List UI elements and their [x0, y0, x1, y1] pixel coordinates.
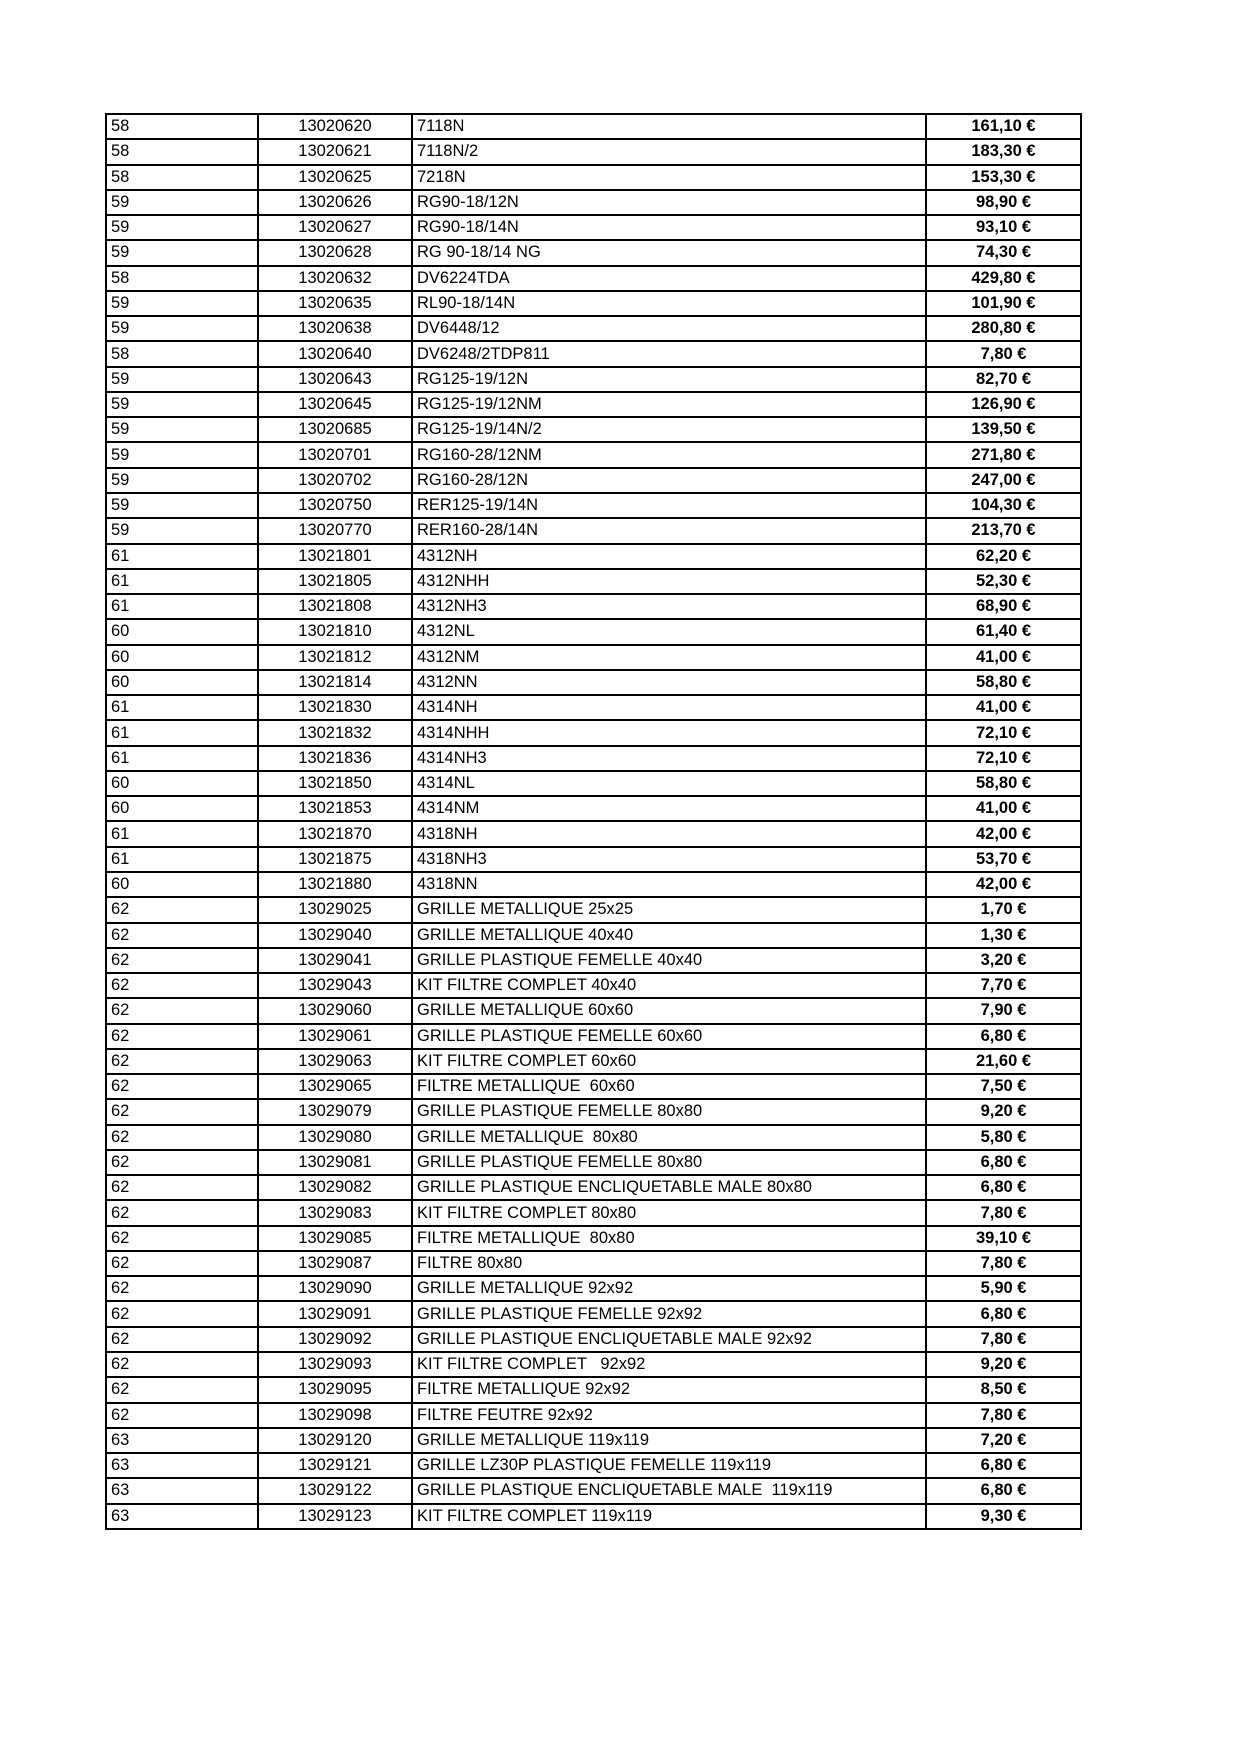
price-cell: 213,70 € — [926, 518, 1081, 543]
description-cell: 4318NH3 — [412, 847, 926, 872]
price-cell: 52,30 € — [926, 569, 1081, 594]
description-cell: GRILLE PLASTIQUE FEMELLE 80x80 — [412, 1150, 926, 1175]
reference-cell: 13020640 — [258, 341, 412, 366]
table-row — [106, 493, 1081, 518]
table-row — [106, 1049, 1081, 1074]
page-cell: 60 — [106, 619, 258, 644]
table-row — [106, 1150, 1081, 1175]
page-cell: 60 — [106, 796, 258, 821]
description-cell: GRILLE PLASTIQUE FEMELLE 80x80 — [412, 1099, 926, 1124]
page-cell: 61 — [106, 821, 258, 846]
reference-cell: 13020643 — [258, 367, 412, 392]
table-row — [106, 670, 1081, 695]
description-cell: 4314NL — [412, 771, 926, 796]
price-cell: 7,80 € — [926, 1200, 1081, 1225]
page-cell: 62 — [106, 1352, 258, 1377]
table-row — [106, 847, 1081, 872]
table-row — [106, 1074, 1081, 1099]
table-row — [106, 417, 1081, 442]
reference-cell: 13020628 — [258, 240, 412, 265]
description-cell: 4312NH — [412, 544, 926, 569]
price-cell: 41,00 € — [926, 645, 1081, 670]
description-cell: RG90-18/14N — [412, 215, 926, 240]
reference-cell: 13021812 — [258, 645, 412, 670]
page-cell: 63 — [106, 1453, 258, 1478]
page-cell: 62 — [106, 1226, 258, 1251]
table-row — [106, 1352, 1081, 1377]
page-cell: 60 — [106, 670, 258, 695]
description-cell: RG90-18/12N — [412, 190, 926, 215]
description-cell: RG 90-18/14 NG — [412, 240, 926, 265]
price-cell: 7,50 € — [926, 1074, 1081, 1099]
table-row — [106, 544, 1081, 569]
price-cell: 82,70 € — [926, 367, 1081, 392]
page-cell: 62 — [106, 1327, 258, 1352]
page-cell: 62 — [106, 1074, 258, 1099]
page-cell: 61 — [106, 544, 258, 569]
page-cell: 60 — [106, 645, 258, 670]
description-cell: GRILLE METALLIQUE 40x40 — [412, 923, 926, 948]
reference-cell: 13029083 — [258, 1200, 412, 1225]
reference-cell: 13020620 — [258, 114, 412, 139]
description-cell: RL90-18/14N — [412, 291, 926, 316]
page-cell: 61 — [106, 695, 258, 720]
page-cell: 61 — [106, 746, 258, 771]
description-cell: GRILLE PLASTIQUE FEMELLE 92x92 — [412, 1301, 926, 1326]
reference-cell: 13029085 — [258, 1226, 412, 1251]
price-cell: 53,70 € — [926, 847, 1081, 872]
price-cell: 58,80 € — [926, 771, 1081, 796]
description-cell: GRILLE PLASTIQUE ENCLIQUETABLE MALE 119x119 — [412, 1478, 926, 1503]
page-cell: 62 — [106, 1175, 258, 1200]
table-row — [106, 1327, 1081, 1352]
table-row — [106, 973, 1081, 998]
table-row — [106, 1125, 1081, 1150]
price-cell: 5,90 € — [926, 1276, 1081, 1301]
reference-cell: 13029043 — [258, 973, 412, 998]
page-cell: 61 — [106, 569, 258, 594]
description-cell: 7118N/2 — [412, 139, 926, 164]
page-cell: 59 — [106, 392, 258, 417]
description-cell: GRILLE METALLIQUE 92x92 — [412, 1276, 926, 1301]
table-row — [106, 240, 1081, 265]
description-cell: RG160-28/12NM — [412, 442, 926, 467]
description-cell: 7218N — [412, 165, 926, 190]
reference-cell: 13029123 — [258, 1504, 412, 1529]
table-row — [106, 442, 1081, 467]
page-cell: 58 — [106, 114, 258, 139]
description-cell: GRILLE PLASTIQUE ENCLIQUETABLE MALE 92x92 — [412, 1327, 926, 1352]
page-cell: 62 — [106, 1099, 258, 1124]
reference-cell: 13021836 — [258, 746, 412, 771]
price-cell: 429,80 € — [926, 266, 1081, 291]
price-cell: 247,00 € — [926, 468, 1081, 493]
reference-cell: 13021830 — [258, 695, 412, 720]
page-cell: 59 — [106, 367, 258, 392]
description-cell: 4314NM — [412, 796, 926, 821]
page-cell: 59 — [106, 518, 258, 543]
reference-cell: 13020621 — [258, 139, 412, 164]
reference-cell: 13020685 — [258, 417, 412, 442]
price-cell: 7,80 € — [926, 1251, 1081, 1276]
description-cell: DV6224TDA — [412, 266, 926, 291]
page-cell: 62 — [106, 948, 258, 973]
price-cell: 271,80 € — [926, 442, 1081, 467]
reference-cell: 13029090 — [258, 1276, 412, 1301]
description-cell: GRILLE METALLIQUE 80x80 — [412, 1125, 926, 1150]
description-cell: 4318NN — [412, 872, 926, 897]
table-row — [106, 341, 1081, 366]
price-cell: 41,00 € — [926, 695, 1081, 720]
description-cell: GRILLE METALLIQUE 119x119 — [412, 1428, 926, 1453]
table-row — [106, 1099, 1081, 1124]
reference-cell: 13020702 — [258, 468, 412, 493]
description-cell: 4314NH — [412, 695, 926, 720]
price-cell: 41,00 € — [926, 796, 1081, 821]
page-cell: 59 — [106, 291, 258, 316]
reference-cell: 13029092 — [258, 1327, 412, 1352]
price-cell: 58,80 € — [926, 670, 1081, 695]
price-table — [105, 113, 1082, 1530]
reference-cell: 13029122 — [258, 1478, 412, 1503]
price-cell: 93,10 € — [926, 215, 1081, 240]
table-row — [106, 1226, 1081, 1251]
price-cell: 8,50 € — [926, 1377, 1081, 1402]
reference-cell: 13021832 — [258, 720, 412, 745]
table-row — [106, 291, 1081, 316]
price-cell: 6,80 € — [926, 1150, 1081, 1175]
price-cell: 9,30 € — [926, 1504, 1081, 1529]
page-cell: 59 — [106, 442, 258, 467]
reference-cell: 13021814 — [258, 670, 412, 695]
reference-cell: 13029121 — [258, 1453, 412, 1478]
description-cell: DV6448/12 — [412, 316, 926, 341]
page-cell: 62 — [106, 1301, 258, 1326]
reference-cell: 13029093 — [258, 1352, 412, 1377]
table-row — [106, 114, 1081, 139]
description-cell: FILTRE METALLIQUE 80x80 — [412, 1226, 926, 1251]
table-row — [106, 190, 1081, 215]
reference-cell: 13021850 — [258, 771, 412, 796]
table-row — [106, 1377, 1081, 1402]
description-cell: KIT FILTRE COMPLET 40x40 — [412, 973, 926, 998]
table-row — [106, 594, 1081, 619]
price-cell: 6,80 € — [926, 1024, 1081, 1049]
reference-cell: 13029061 — [258, 1024, 412, 1049]
price-cell: 74,30 € — [926, 240, 1081, 265]
description-cell: 7118N — [412, 114, 926, 139]
price-cell: 139,50 € — [926, 417, 1081, 442]
reference-cell: 13020638 — [258, 316, 412, 341]
price-cell: 6,80 € — [926, 1301, 1081, 1326]
description-cell: GRILLE PLASTIQUE FEMELLE 40x40 — [412, 948, 926, 973]
page-cell: 62 — [106, 1150, 258, 1175]
table-row — [106, 139, 1081, 164]
table-row — [106, 266, 1081, 291]
reference-cell: 13029082 — [258, 1175, 412, 1200]
price-cell: 98,90 € — [926, 190, 1081, 215]
price-cell: 72,10 € — [926, 746, 1081, 771]
reference-cell: 13020632 — [258, 266, 412, 291]
description-cell: 4314NH3 — [412, 746, 926, 771]
reference-cell: 13029080 — [258, 1125, 412, 1150]
table-row — [106, 1453, 1081, 1478]
reference-cell: 13021853 — [258, 796, 412, 821]
reference-cell: 13021801 — [258, 544, 412, 569]
page-cell: 62 — [106, 1125, 258, 1150]
price-cell: 183,30 € — [926, 139, 1081, 164]
reference-cell: 13029081 — [258, 1150, 412, 1175]
table-row — [106, 948, 1081, 973]
reference-cell: 13020645 — [258, 392, 412, 417]
description-cell: 4312NM — [412, 645, 926, 670]
reference-cell: 13029120 — [258, 1428, 412, 1453]
table-row — [106, 468, 1081, 493]
reference-cell: 13020625 — [258, 165, 412, 190]
page-cell: 61 — [106, 847, 258, 872]
table-row — [106, 923, 1081, 948]
page-cell: 62 — [106, 973, 258, 998]
reference-cell: 13021870 — [258, 821, 412, 846]
price-cell: 21,60 € — [926, 1049, 1081, 1074]
table-row — [106, 392, 1081, 417]
price-cell: 7,90 € — [926, 998, 1081, 1023]
reference-cell: 13029098 — [258, 1403, 412, 1428]
page-cell: 61 — [106, 594, 258, 619]
reference-cell: 13020701 — [258, 442, 412, 467]
description-cell: 4312NL — [412, 619, 926, 644]
price-cell: 1,30 € — [926, 923, 1081, 948]
price-cell: 9,20 € — [926, 1352, 1081, 1377]
page-cell: 62 — [106, 1049, 258, 1074]
description-cell: GRILLE PLASTIQUE FEMELLE 60x60 — [412, 1024, 926, 1049]
price-cell: 161,10 € — [926, 114, 1081, 139]
price-cell: 101,90 € — [926, 291, 1081, 316]
page-cell: 58 — [106, 165, 258, 190]
reference-cell: 13021808 — [258, 594, 412, 619]
description-cell: KIT FILTRE COMPLET 80x80 — [412, 1200, 926, 1225]
description-cell: 4312NN — [412, 670, 926, 695]
page-cell: 62 — [106, 998, 258, 1023]
page-cell: 62 — [106, 1403, 258, 1428]
page-cell: 58 — [106, 266, 258, 291]
page-cell: 62 — [106, 1024, 258, 1049]
page-cell: 63 — [106, 1478, 258, 1503]
page-cell: 61 — [106, 720, 258, 745]
page-cell: 62 — [106, 1377, 258, 1402]
page-cell: 63 — [106, 1504, 258, 1529]
description-cell: RER160-28/14N — [412, 518, 926, 543]
description-cell: 4314NHH — [412, 720, 926, 745]
reference-cell: 13029079 — [258, 1099, 412, 1124]
table-row — [106, 1403, 1081, 1428]
price-cell: 7,80 € — [926, 1327, 1081, 1352]
description-cell: FILTRE 80x80 — [412, 1251, 926, 1276]
description-cell: DV6248/2TDP811 — [412, 341, 926, 366]
reference-cell: 13029040 — [258, 923, 412, 948]
price-cell: 72,10 € — [926, 720, 1081, 745]
price-cell: 9,20 € — [926, 1099, 1081, 1124]
description-cell: RG125-19/14N/2 — [412, 417, 926, 442]
price-cell: 1,70 € — [926, 897, 1081, 922]
price-cell: 104,30 € — [926, 493, 1081, 518]
reference-cell: 13021880 — [258, 872, 412, 897]
page-cell: 60 — [106, 771, 258, 796]
price-table-body — [106, 114, 1081, 1529]
page-cell: 59 — [106, 417, 258, 442]
table-row — [106, 518, 1081, 543]
price-cell: 6,80 € — [926, 1478, 1081, 1503]
table-row — [106, 720, 1081, 745]
table-row — [106, 1301, 1081, 1326]
reference-cell: 13029063 — [258, 1049, 412, 1074]
page-cell: 58 — [106, 341, 258, 366]
price-list-sheet — [105, 113, 1080, 1530]
reference-cell: 13029041 — [258, 948, 412, 973]
table-row — [106, 796, 1081, 821]
page-cell: 62 — [106, 1200, 258, 1225]
page-cell: 62 — [106, 1276, 258, 1301]
description-cell: GRILLE PLASTIQUE ENCLIQUETABLE MALE 80x80 — [412, 1175, 926, 1200]
page-cell: 59 — [106, 468, 258, 493]
table-row — [106, 1251, 1081, 1276]
price-cell: 3,20 € — [926, 948, 1081, 973]
page-cell: 63 — [106, 1428, 258, 1453]
price-cell: 7,80 € — [926, 341, 1081, 366]
price-cell: 7,20 € — [926, 1428, 1081, 1453]
table-row — [106, 695, 1081, 720]
table-row — [106, 821, 1081, 846]
reference-cell: 13021810 — [258, 619, 412, 644]
reference-cell: 13029060 — [258, 998, 412, 1023]
description-cell: RG125-19/12NM — [412, 392, 926, 417]
page-cell: 59 — [106, 215, 258, 240]
reference-cell: 13029091 — [258, 1301, 412, 1326]
page-cell: 59 — [106, 190, 258, 215]
table-row — [106, 619, 1081, 644]
reference-cell: 13029087 — [258, 1251, 412, 1276]
reference-cell: 13020635 — [258, 291, 412, 316]
description-cell: 4312NHH — [412, 569, 926, 594]
price-cell: 280,80 € — [926, 316, 1081, 341]
table-row — [106, 215, 1081, 240]
reference-cell: 13020627 — [258, 215, 412, 240]
table-row — [106, 645, 1081, 670]
description-cell: 4312NH3 — [412, 594, 926, 619]
description-cell: 4318NH — [412, 821, 926, 846]
table-row — [106, 316, 1081, 341]
price-cell: 42,00 € — [926, 821, 1081, 846]
table-row — [106, 165, 1081, 190]
price-cell: 42,00 € — [926, 872, 1081, 897]
page-cell: 62 — [106, 897, 258, 922]
price-cell: 5,80 € — [926, 1125, 1081, 1150]
table-row — [106, 1428, 1081, 1453]
table-row — [106, 1478, 1081, 1503]
price-cell: 153,30 € — [926, 165, 1081, 190]
description-cell: RG125-19/12N — [412, 367, 926, 392]
description-cell: GRILLE METALLIQUE 25x25 — [412, 897, 926, 922]
price-cell: 68,90 € — [926, 594, 1081, 619]
table-row — [106, 746, 1081, 771]
price-cell: 6,80 € — [926, 1453, 1081, 1478]
description-cell: GRILLE METALLIQUE 60x60 — [412, 998, 926, 1023]
price-cell: 126,90 € — [926, 392, 1081, 417]
price-cell: 62,20 € — [926, 544, 1081, 569]
reference-cell: 13029065 — [258, 1074, 412, 1099]
price-cell: 7,70 € — [926, 973, 1081, 998]
reference-cell: 13029025 — [258, 897, 412, 922]
reference-cell: 13021805 — [258, 569, 412, 594]
page-cell: 59 — [106, 493, 258, 518]
price-cell: 6,80 € — [926, 1175, 1081, 1200]
page-cell: 59 — [106, 316, 258, 341]
reference-cell: 13020626 — [258, 190, 412, 215]
table-row — [106, 998, 1081, 1023]
price-cell: 61,40 € — [926, 619, 1081, 644]
table-row — [106, 1200, 1081, 1225]
table-row — [106, 367, 1081, 392]
description-cell: GRILLE LZ30P PLASTIQUE FEMELLE 119x119 — [412, 1453, 926, 1478]
price-cell: 7,80 € — [926, 1403, 1081, 1428]
description-cell: FILTRE METALLIQUE 60x60 — [412, 1074, 926, 1099]
reference-cell: 13021875 — [258, 847, 412, 872]
table-row — [106, 1504, 1081, 1529]
table-row — [106, 1175, 1081, 1200]
description-cell: RER125-19/14N — [412, 493, 926, 518]
description-cell: RG160-28/12N — [412, 468, 926, 493]
page-cell: 62 — [106, 923, 258, 948]
table-row — [106, 569, 1081, 594]
reference-cell: 13020770 — [258, 518, 412, 543]
page-cell: 58 — [106, 139, 258, 164]
description-cell: KIT FILTRE COMPLET 92x92 — [412, 1352, 926, 1377]
description-cell: FILTRE METALLIQUE 92x92 — [412, 1377, 926, 1402]
table-row — [106, 771, 1081, 796]
table-row — [106, 897, 1081, 922]
page-cell: 62 — [106, 1251, 258, 1276]
page-cell: 59 — [106, 240, 258, 265]
table-row — [106, 872, 1081, 897]
table-row — [106, 1276, 1081, 1301]
description-cell: FILTRE FEUTRE 92x92 — [412, 1403, 926, 1428]
table-row — [106, 1024, 1081, 1049]
reference-cell: 13020750 — [258, 493, 412, 518]
page-cell: 60 — [106, 872, 258, 897]
description-cell: KIT FILTRE COMPLET 60x60 — [412, 1049, 926, 1074]
price-cell: 39,10 € — [926, 1226, 1081, 1251]
description-cell: KIT FILTRE COMPLET 119x119 — [412, 1504, 926, 1529]
reference-cell: 13029095 — [258, 1377, 412, 1402]
